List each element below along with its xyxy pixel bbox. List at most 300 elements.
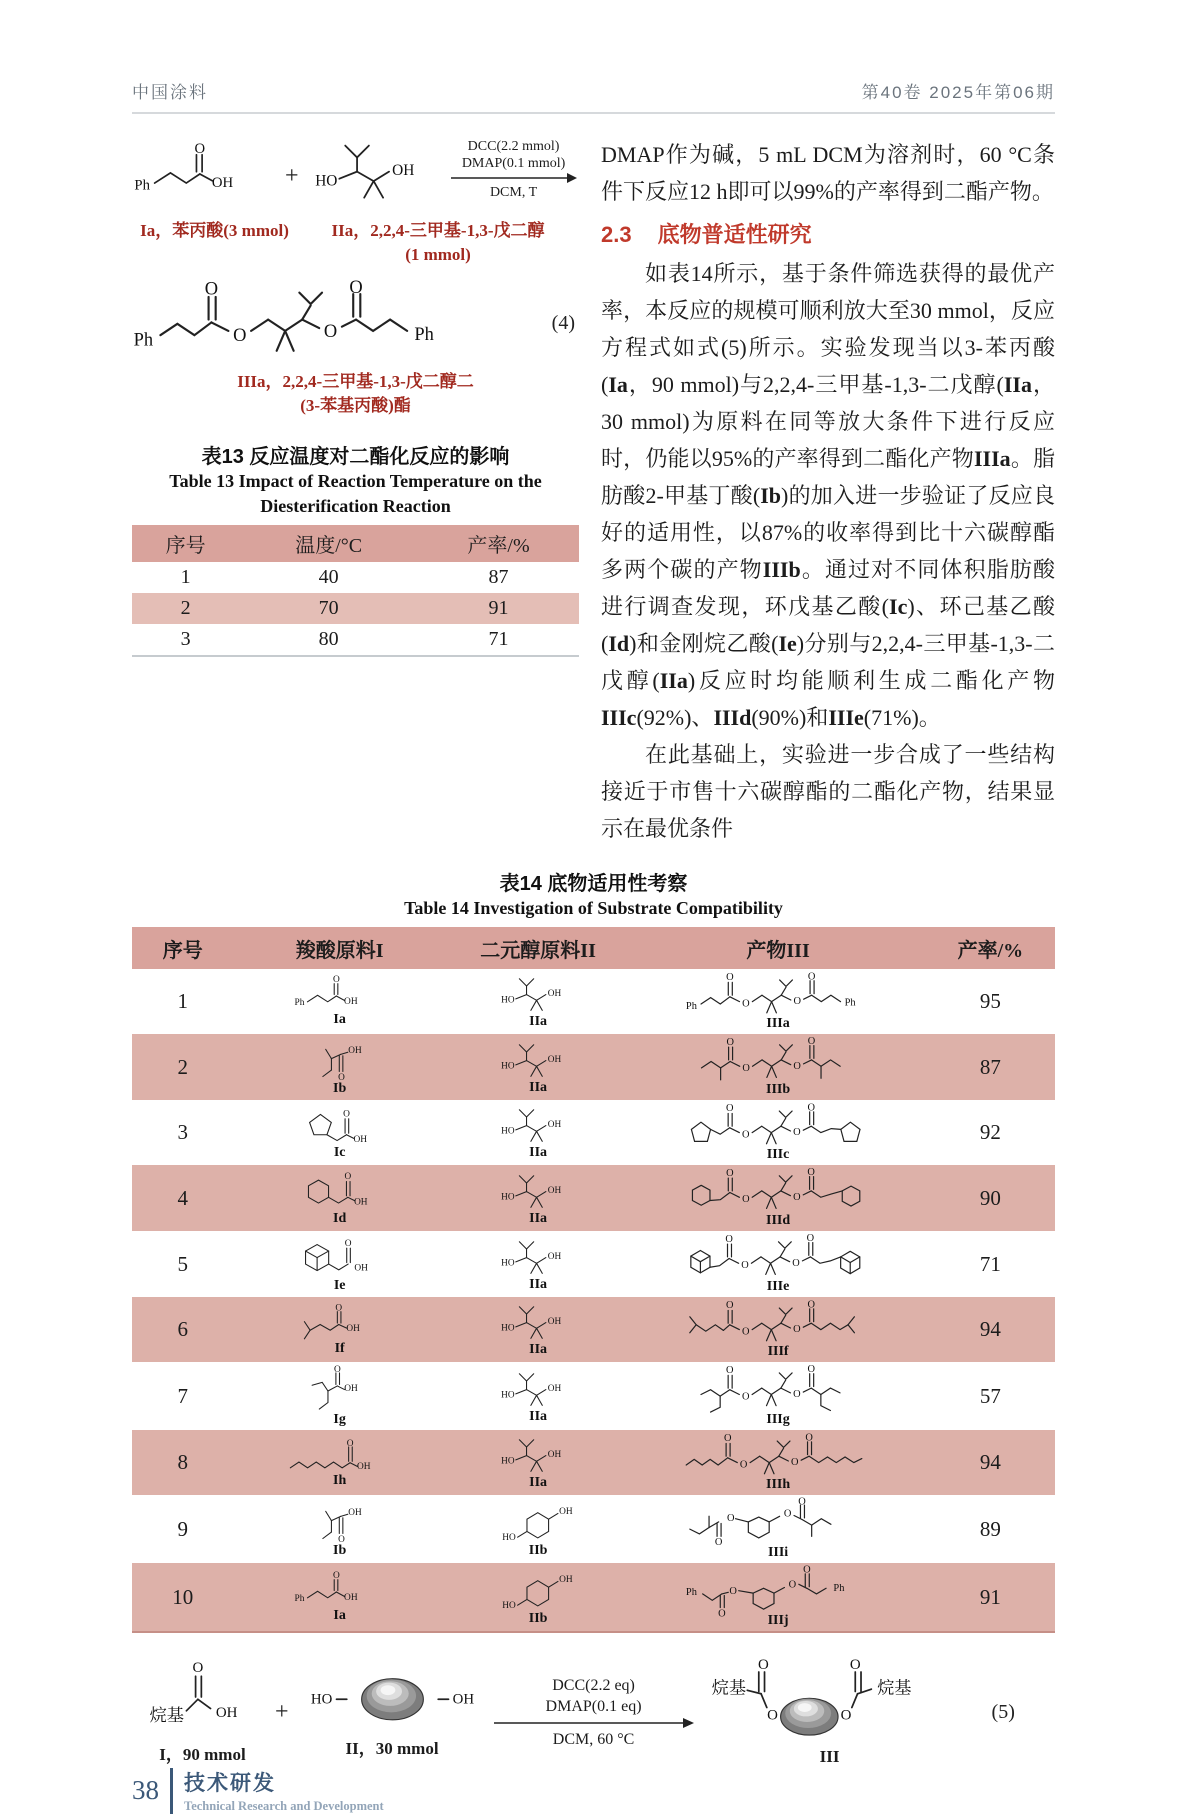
text-segment: IIId (713, 705, 752, 730)
left-column (132, 136, 579, 847)
svg-text:OH: OH (347, 1507, 362, 1518)
text-segment: DMAP作为碱，5 mL DCM为溶剂时，60 °C条件下反应12 h即可以99%的产率得到二酯产物。 (601, 142, 1055, 204)
structure-label: IIb (528, 1543, 548, 1558)
svg-text:烷基: 烷基 (876, 1678, 912, 1698)
svg-text:O: O (344, 1238, 352, 1249)
svg-text:O: O (741, 1326, 750, 1338)
svg-text:Ph: Ph (133, 329, 154, 350)
structure-IIId (685, 1167, 872, 1218)
diol-structure-cell (446, 1234, 631, 1295)
svg-text:OH: OH (356, 1462, 371, 1473)
svg-text:HO: HO (501, 1600, 516, 1611)
structure-label: IIIf (767, 1344, 789, 1359)
svg-text:OH: OH (452, 1691, 474, 1708)
svg-text:O: O (742, 1063, 750, 1075)
svg-text:O: O (349, 276, 363, 297)
table13-cell: 1 (180, 566, 191, 588)
text-segment: 。通过对不同体积脂肪酸进行调查发现，环戊基乙酸( (601, 557, 1055, 619)
product-structure-cell (630, 1165, 925, 1231)
svg-text:HO: HO (314, 172, 337, 190)
text-segment: (90%)和 (751, 705, 829, 730)
svg-text:O: O (344, 1171, 351, 1182)
svg-text:Ph: Ph (685, 1586, 697, 1598)
acid-structure-cell (234, 1301, 446, 1359)
row-number: 3 (177, 1120, 188, 1144)
product-structure-cell (630, 1563, 925, 1631)
scheme4-arrow-block (451, 138, 577, 201)
acid-structure-cell (234, 1233, 446, 1296)
yield-value: 71 (979, 1251, 1001, 1276)
yield-value: 87 (979, 1054, 1001, 1079)
structure-Ih (286, 1436, 394, 1478)
structure-label: Ia (333, 1012, 346, 1027)
row-number: 8 (177, 1450, 188, 1474)
structure-S5acid (146, 1659, 259, 1735)
table14-header-cell: 羧酸原料I (295, 939, 384, 962)
text-segment: IIa (659, 668, 688, 693)
table14-row (132, 1231, 1055, 1297)
svg-text:OH: OH (215, 1705, 238, 1722)
text-segment: IIIa (973, 446, 1011, 471)
footer-divider (170, 1768, 173, 1814)
table14-row (132, 1430, 1055, 1495)
table14-row (132, 1100, 1055, 1165)
svg-text:OH: OH (547, 1251, 562, 1262)
product-structure-cell (630, 1231, 925, 1297)
svg-text:Ph: Ph (414, 323, 434, 344)
structure-label: IIa (529, 1210, 548, 1226)
structure-IIb (496, 1499, 581, 1548)
svg-text:OH: OH (547, 1383, 562, 1394)
svg-text:O: O (726, 972, 734, 984)
structure-label: IIa (529, 1014, 548, 1029)
table13-cell: 70 (318, 597, 339, 619)
table14-row (132, 1165, 1055, 1231)
table14-row (132, 1297, 1055, 1362)
product-label-line2: (3-苯基丙酸)酯 (300, 396, 411, 415)
text-segment: )和金刚烷乙酸( (629, 631, 779, 656)
acid-structure-cell (234, 1363, 446, 1430)
structure-IIIh (683, 1432, 873, 1482)
structure-generic-diester (708, 1657, 952, 1747)
structure-label: IIa (529, 1276, 548, 1292)
structure-label: IIIh (766, 1477, 791, 1492)
svg-text:O: O (233, 325, 247, 346)
svg-text:HO: HO (501, 1532, 516, 1543)
page-footer (132, 1767, 1055, 1814)
svg-text:HO: HO (501, 1060, 515, 1071)
yield-value: 94 (979, 1450, 1001, 1474)
condition-solvent: DCM, 60 °C (552, 1730, 635, 1748)
svg-text:OH: OH (347, 1045, 362, 1056)
svg-text:OH: OH (353, 1134, 367, 1145)
row-number: 6 (177, 1317, 188, 1341)
condition-dcc: DCC(2.2 mmol) (467, 139, 560, 154)
table14-header-cell: 产率/% (957, 939, 1024, 962)
scheme5-acid (146, 1659, 259, 1765)
equation-number: (4) (551, 312, 575, 334)
structure-IIa (495, 1236, 581, 1282)
svg-text:烷基: 烷基 (149, 1705, 185, 1725)
yield-value: 92 (979, 1120, 1001, 1144)
svg-text:O: O (783, 1508, 792, 1520)
reaction-arrow-icon (494, 1717, 694, 1729)
acid-structure-cell (234, 1569, 446, 1626)
svg-text:Ph: Ph (833, 1582, 845, 1594)
acid-structure-cell (234, 1035, 446, 1099)
svg-text:O: O (793, 996, 802, 1008)
footer-section-en: Technical Research and Development (184, 1799, 384, 1813)
table14-header-cell: 序号 (162, 939, 203, 962)
structure-S5diol (305, 1665, 480, 1729)
issue-info: 第40卷 2025年第06期 (861, 83, 1055, 102)
structure-Ic (298, 1105, 382, 1150)
svg-text:HO: HO (501, 1323, 515, 1334)
row-number: 4 (177, 1185, 188, 1210)
text-segment: Id (608, 631, 630, 656)
scheme5-acid-label: I，90 mmol (159, 1745, 246, 1764)
table13-caption-en (132, 469, 579, 519)
svg-text:O: O (724, 1433, 732, 1445)
table13-row (132, 562, 579, 593)
structure-label: IIIg (766, 1412, 790, 1427)
structure-IIa (305, 136, 447, 217)
structure-label: Ie (333, 1277, 346, 1293)
structure-label: IIa (529, 1475, 548, 1490)
structure-Ig (302, 1365, 377, 1417)
svg-text:HO: HO (501, 1389, 515, 1400)
structure-label: Ib (333, 1543, 347, 1558)
diol-structure-cell (446, 1299, 631, 1360)
section-title: 底物普适性研究 (657, 222, 812, 247)
row-number: 9 (177, 1516, 188, 1541)
text-segment: Ie (778, 631, 797, 656)
svg-text:O: O (727, 1513, 735, 1525)
svg-text:O: O (346, 1439, 354, 1450)
structure-Ie (294, 1235, 385, 1283)
svg-text:O: O (788, 1579, 797, 1591)
section-number: 2.3 (601, 222, 632, 247)
scheme-5 (132, 1657, 1055, 1767)
product-structure-cell (630, 1297, 925, 1362)
structure-label: IIIb (766, 1082, 791, 1097)
structure-label: Id (333, 1210, 347, 1226)
diol-structure-cell (446, 971, 631, 1032)
row-number: 10 (172, 1584, 194, 1609)
svg-text:O: O (807, 971, 816, 983)
table13-cell: 2 (180, 597, 191, 619)
structure-IIa (495, 1039, 581, 1085)
svg-text:HO: HO (501, 1257, 515, 1268)
text-segment: IIa (1003, 372, 1032, 397)
svg-text:O: O (740, 1260, 749, 1272)
svg-text:O: O (741, 1129, 750, 1141)
svg-text:O: O (807, 1299, 815, 1311)
table14-row (132, 969, 1055, 1034)
diol-structure-cell (446, 1565, 631, 1629)
paragraph-2 (601, 255, 1055, 736)
svg-text:OH: OH (211, 175, 234, 192)
structure-label: Ig (333, 1411, 346, 1427)
text-segment: 如表14所示，基于条件筛选获得的最优产率，本反应的规模可顺利放大至30 mmol，反应方程式如式(5)所示。实验发现当以3-苯丙酸( (601, 261, 1055, 397)
two-column-zone (132, 136, 1055, 847)
table13-cell: 91 (488, 597, 509, 619)
structure-IIa (495, 1104, 581, 1150)
yield-value: 89 (979, 1516, 1001, 1541)
diol-label-line2: (1 mmol) (405, 245, 471, 264)
svg-text:HO: HO (501, 1456, 515, 1467)
svg-text:OH: OH (558, 1506, 573, 1517)
product-structure-cell (630, 969, 925, 1034)
structure-IIIe (684, 1233, 873, 1284)
svg-text:O: O (332, 975, 340, 986)
svg-text:OH: OH (344, 1383, 358, 1394)
svg-text:O: O (323, 320, 338, 341)
svg-text:O: O (840, 1707, 852, 1724)
svg-text:O: O (792, 1191, 801, 1203)
svg-text:O: O (798, 1496, 806, 1508)
text-segment: Ib (760, 483, 782, 508)
structure-IIIa (132, 277, 461, 365)
paragraph-1 (601, 136, 1055, 210)
svg-text:O: O (192, 1660, 204, 1677)
structure-IIIc (685, 1102, 872, 1152)
journal-name: 中国涂料 (132, 83, 208, 102)
diol-structure-cell (446, 1102, 631, 1163)
scheme5-arrow-block (494, 1675, 694, 1750)
svg-text:O: O (807, 1364, 815, 1376)
yield-value: 57 (979, 1383, 1001, 1408)
product-structure-cell (630, 1495, 925, 1563)
product-structure-cell (630, 1362, 925, 1430)
yield-value: 95 (979, 989, 1001, 1013)
diol-structure-cell (446, 1497, 631, 1561)
equation-number: (5) (991, 1700, 1015, 1723)
table14-row (132, 1034, 1055, 1100)
acid-structure-cell (234, 1103, 446, 1163)
table14-row (132, 1495, 1055, 1563)
text-segment: ，90 mmol)与2,2,4-三甲基-1,3-二戊醇( (627, 372, 1004, 397)
text-segment: )、环己基乙酸( (601, 594, 1056, 656)
structure-label: IIIi (767, 1545, 789, 1560)
diol-label (297, 219, 579, 267)
svg-text:O: O (806, 1167, 815, 1179)
structure-label: IIIe (766, 1279, 790, 1294)
table14-header-row (132, 927, 1055, 969)
structure-IIIa (132, 277, 461, 370)
svg-text:O: O (791, 1457, 799, 1469)
svg-text:O: O (792, 1127, 801, 1139)
svg-text:Ph: Ph (844, 997, 856, 1009)
svg-text:O: O (791, 1257, 800, 1269)
structure-label: Ib (333, 1081, 347, 1096)
svg-text:O: O (725, 1103, 734, 1115)
condition-dmap: DMAP(0.1 eq) (545, 1697, 642, 1715)
svg-text:O: O (725, 1167, 734, 1179)
row-number: 5 (177, 1251, 188, 1276)
table13-cell: 80 (318, 628, 339, 650)
scheme-4 (132, 136, 579, 418)
diol-label-line1: IIa，2,2,4-三甲基-1,3-戊二醇 (331, 221, 545, 240)
structure-IIIa (685, 971, 871, 1021)
table13-cell: 40 (318, 566, 339, 588)
svg-text:O: O (342, 1108, 350, 1119)
structure-Id (297, 1170, 383, 1216)
svg-text:Ph: Ph (134, 177, 150, 194)
yield-value: 94 (979, 1317, 1001, 1341)
structure-label: IIb (528, 1611, 548, 1626)
scheme4-reactant-labels (132, 219, 579, 267)
text-segment: )反应时均能顺利生成二酯化产物 (687, 668, 1056, 693)
structure-alkyl-acid (146, 1659, 259, 1740)
svg-text:O: O (724, 1233, 733, 1245)
structure-IIIj (685, 1565, 871, 1618)
svg-text:O: O (714, 1537, 723, 1549)
row-number: 7 (177, 1383, 188, 1408)
svg-text:OH: OH (547, 1185, 562, 1196)
structure-label: IIa (529, 1408, 548, 1424)
product-structure-cell (630, 1100, 925, 1165)
diol-structure-cell (446, 1432, 631, 1493)
condition-dmap: DMAP(0.1 mmol) (461, 156, 566, 171)
svg-text:O: O (766, 1707, 778, 1724)
svg-text:Ph: Ph (294, 998, 305, 1009)
table14-header-cell: 二元醇原料II (480, 939, 596, 962)
svg-text:O: O (204, 278, 219, 299)
text-segment: Ic (889, 594, 908, 619)
row-number: 1 (177, 989, 188, 1013)
structure-label: Ih (333, 1473, 347, 1488)
structure-label: IIa (529, 1145, 548, 1160)
table13-body (132, 562, 579, 657)
svg-text:O: O (807, 1036, 816, 1048)
structure-label: If (334, 1340, 345, 1356)
product-label-line1: IIIa，2,2,4-三甲基-1,3-戊二醇二 (237, 372, 474, 391)
svg-text:OH: OH (354, 1262, 369, 1273)
scheme5-diol-label: II，30 mmol (345, 1739, 439, 1758)
text-segment: IIIb (762, 557, 801, 582)
svg-text:O: O (803, 1564, 811, 1576)
table13-caption-en1: Table 13 Impact of Reaction Temperature on the (169, 471, 542, 491)
svg-text:Ph: Ph (685, 1000, 697, 1012)
text-segment: (71%)。 (863, 705, 941, 730)
table14-header-cell: 产物III (746, 939, 810, 962)
svg-text:OH: OH (547, 1316, 562, 1327)
diol-structure-cell (446, 1366, 631, 1427)
acid-structure-cell (234, 1434, 446, 1491)
structure-label: IIIc (766, 1147, 790, 1162)
plus-sign: + (285, 163, 299, 189)
scheme4-product-row (132, 277, 579, 370)
svg-text:O: O (725, 1365, 734, 1377)
svg-text:O: O (807, 1102, 815, 1114)
svg-text:O: O (741, 1194, 750, 1206)
paragraph-3 (601, 736, 1055, 847)
svg-text:OH: OH (343, 996, 358, 1007)
svg-text:O: O (792, 1324, 801, 1336)
plus-sign: + (275, 1698, 289, 1725)
table13-row (132, 624, 579, 655)
table-14 (132, 867, 1055, 1633)
svg-text:O: O (805, 1432, 813, 1444)
svg-text:HO: HO (501, 1126, 515, 1137)
section-heading (601, 218, 1055, 249)
svg-text:O: O (332, 1570, 340, 1581)
table13-header-cell: 产率/% (467, 535, 530, 557)
scheme4-reactants (132, 136, 579, 217)
svg-text:OH: OH (547, 1054, 562, 1065)
structure-IIa (495, 1434, 581, 1480)
structure-label: IIId (766, 1213, 791, 1228)
text-segment: Ia (608, 372, 628, 397)
svg-text:O: O (792, 1388, 801, 1400)
svg-text:O: O (334, 1364, 341, 1375)
table-13 (132, 440, 579, 657)
svg-text:O: O (806, 1233, 814, 1245)
structure-IIa (495, 1368, 581, 1414)
structure-Ib (310, 1037, 370, 1086)
svg-text:OH: OH (391, 161, 414, 179)
table13-header-cell: 温度/°C (295, 535, 363, 557)
svg-text:OH: OH (547, 1119, 562, 1130)
structure-label: Ic (333, 1144, 346, 1160)
text-segment: IIIe (828, 705, 864, 730)
text-segment: )的加入进一步验证了反应良好的适用性，以87%的收率得到比十六碳醇酯多两个碳的产物 (601, 483, 1056, 582)
right-column (601, 136, 1055, 847)
text-segment: )分别与2,2,4-三甲基-1,3-二戊醇( (601, 631, 1055, 693)
svg-text:O: O (741, 1391, 750, 1403)
table13-row (132, 593, 579, 624)
page-number: 38 (132, 1775, 159, 1805)
condition-solvent: DCM, T (489, 185, 538, 200)
diol-structure-cell (446, 1037, 631, 1098)
svg-text:OH: OH (353, 1196, 368, 1207)
structure-IIIf (685, 1299, 872, 1349)
table14-row (132, 1362, 1055, 1430)
svg-text:O: O (337, 1534, 345, 1545)
structure-IIa (495, 1170, 581, 1216)
table14-caption-cn: 表14 底物适用性考察 (499, 873, 688, 895)
structure-Ia (293, 1571, 387, 1613)
scheme5-product (708, 1657, 952, 1767)
footer-section (184, 1767, 384, 1814)
svg-text:O: O (725, 1300, 734, 1312)
structure-IIa (495, 1301, 581, 1347)
product-structure-cell (630, 1430, 925, 1495)
table13-caption-cn: 表13 反应温度对二酯化反应的影响 (201, 446, 510, 468)
product-structure-cell (630, 1034, 925, 1100)
scheme5-product-label: III (819, 1747, 840, 1766)
text-segment: 。脂肪酸2-甲基丁酸( (601, 446, 1055, 508)
table13-cell: 71 (488, 628, 509, 650)
row-number: 2 (177, 1054, 188, 1079)
structure-S5prod (708, 1657, 952, 1742)
text-segment: ，30 mmol)为原料在同等放大条件下进行反应时，仍能以95%的产率得到二酯化产物 (601, 372, 1055, 471)
table14-caption-en: Table 14 Investigation of Substrate Compatibility (404, 898, 783, 918)
table13-header-cell: 序号 (165, 535, 206, 557)
svg-text:O: O (335, 1303, 343, 1314)
structure-Ia (293, 975, 387, 1017)
yield-value: 90 (979, 1185, 1001, 1210)
acid-structure-cell (234, 973, 446, 1030)
page-header (132, 78, 1055, 114)
svg-text:O: O (718, 1608, 726, 1620)
structure-IIb (496, 1567, 581, 1616)
condition-dcc: DCC(2.2 eq) (552, 1676, 635, 1694)
svg-text:O: O (729, 1586, 737, 1597)
svg-text:O: O (742, 998, 750, 1010)
text-segment: 在此基础上，实验进一步合成了一些结构接近于市售十六碳醇酯的二酯化产物，结果显示在最优条件 (601, 742, 1055, 841)
